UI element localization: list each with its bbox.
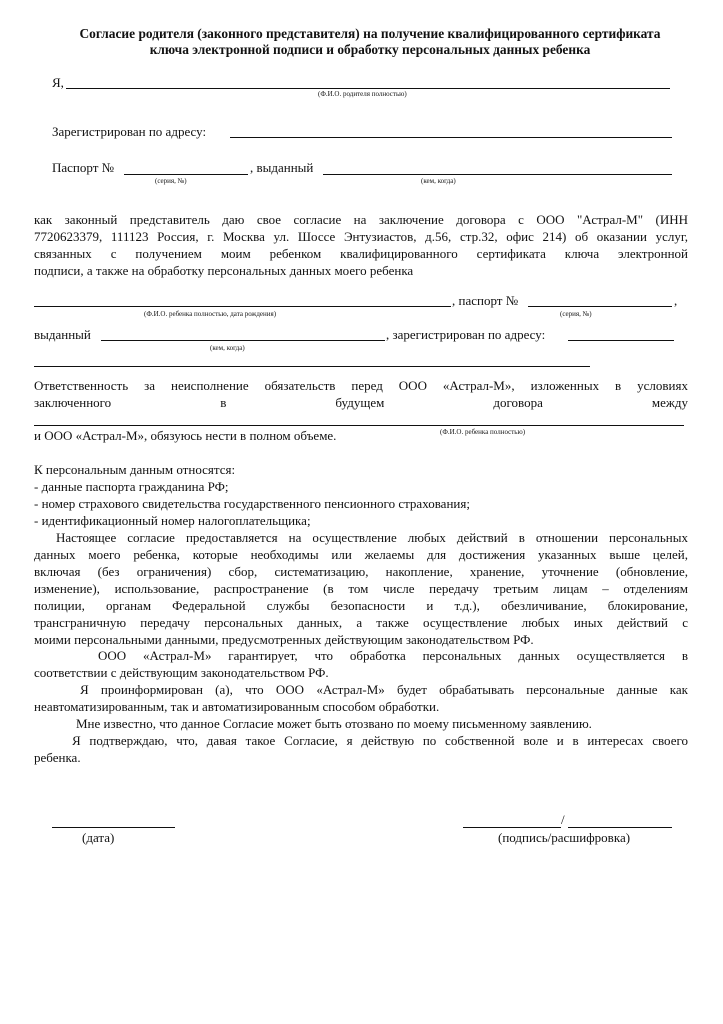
personal-data-heading: К персональным данным относятся: [34, 462, 236, 477]
responsibility-caption: (Ф.И.О. ребенка полностью) [440, 428, 526, 436]
personal-data-item: - данные паспорта гражданина РФ; [34, 479, 229, 494]
personal-data-item: - идентификационный номер налогоплательщика; [34, 513, 311, 528]
guarantee-line-2: соответствии с действующим законодательством РФ. [34, 665, 329, 680]
confirmation-paragraph [34, 732, 688, 766]
responsibility-line-3: и ООО «Астрал-М», обязуюсь нести в полном объеме. [34, 428, 337, 443]
personal-data-item: - номер страхового свидетельства государственного пенсионного страхования; [34, 496, 470, 511]
responsibility-line-1: Ответственность за неисполнение обязательств перед ООО «Астрал-М», изложенных в условиях [34, 378, 688, 393]
confirmation-line-2: ребенка. [34, 750, 81, 765]
parent-issued-label: , выданный [250, 160, 314, 175]
child-issued-label: выданный [34, 327, 91, 342]
parent-passport-number-field[interactable] [124, 174, 248, 175]
document-title-line-2: ключа электронной подписи и обработку персональных данных ребенка [149, 42, 591, 57]
scope-line-5: полиции, органам Федеральной службы безопасности и т.д.), обезличивание, блокирование, [34, 598, 688, 613]
parent-fio-field[interactable] [66, 88, 670, 89]
parent-issued-by-field[interactable] [323, 174, 672, 175]
consent-scope-paragraph [34, 529, 688, 648]
document-title-line-1: Согласие родителя (законного представителя) на получение квалифицированного сертификата [79, 26, 661, 41]
parent-issued-caption: (кем, когда) [421, 177, 456, 185]
revocation-paragraph: Мне известно, что данное Согласие может быть отозвано по моему письменному заявлению. [76, 716, 592, 731]
scope-line-3: включая (без ограничения) сбор, систематизацию, накопление, хранение, уточнение (обновление, [34, 564, 688, 579]
child-passport-label: , паспорт № [452, 293, 519, 308]
child-fio-responsibility-field[interactable] [34, 425, 684, 426]
signature-field[interactable] [463, 827, 561, 828]
consent-intro-paragraph [34, 211, 688, 279]
child-address-field-continued[interactable] [34, 366, 590, 367]
parent-i-label: Я, [52, 75, 64, 90]
intro-line-2: 7720623379, 111123 Россия, г. Москва ул. Шоссе Энтузиастов, д.56, стр.32, офис 214) об оказании услуг, [34, 229, 688, 244]
child-passport-number-field[interactable] [528, 306, 672, 307]
parent-registered-label: Зарегистрирован по адресу: [52, 124, 207, 139]
intro-line-3: связанных с получением моим ребенком квалифицированного сертификата ключа электронной [34, 246, 688, 261]
scope-line-4: изменение), использование, распространение (в том числе передачу третьим лицам – отделениям [34, 581, 688, 596]
child-fio-field[interactable] [34, 306, 451, 307]
responsibility-paragraph [34, 377, 688, 411]
child-address-field[interactable] [568, 340, 674, 341]
intro-line-1: как законный представитель даю свое согласие на заключение договора с ООО "Астрал-М" (ИНН [34, 212, 688, 227]
informed-line-1: Я проинформирован (а), что ООО «Астрал-М» будет обрабатывать персональные данные как [80, 682, 688, 697]
child-fio-caption: (Ф.И.О. ребенка полностью, дата рождения) [144, 310, 277, 318]
child-issued-by-field[interactable] [101, 340, 385, 341]
date-field[interactable] [52, 827, 175, 828]
responsibility-line-2: заключенного в будущем договора между [34, 395, 688, 410]
date-caption: (дата) [82, 830, 115, 845]
signature-slash: / [561, 812, 565, 827]
parent-passport-label: Паспорт № [52, 160, 115, 175]
personal-data-list [34, 461, 470, 529]
intro-line-4: подписи, а также на обработку персональных данных моего ребенка [34, 263, 414, 278]
child-series-caption: (серия, №) [560, 310, 592, 318]
child-passport-comma: , [674, 293, 678, 308]
parent-series-caption: (серия, №) [155, 177, 187, 185]
scope-line-6: трансграничную передачу персональных данных, а также осуществление любых иных действий с [34, 615, 688, 630]
signature-transcript-field[interactable] [568, 827, 672, 828]
guarantee-paragraph [34, 647, 688, 681]
child-registered-label: , зарегистрирован по адресу: [386, 327, 546, 342]
guarantee-line-1: ООО «Астрал-М» гарантирует, что обработка персональных данных осуществляется в [98, 648, 688, 663]
scope-line-7: моими персональными данными, предусмотренных действующим законодательством РФ. [34, 632, 534, 647]
confirmation-line-1: Я подтверждаю, что, давая такое Согласие, я действую по собственной воле и в интересах своего [72, 733, 688, 748]
informed-paragraph [34, 681, 688, 715]
parent-address-field[interactable] [230, 137, 672, 138]
scope-line-2: данных моего ребенка, которые необходимы или желаемы для достижения указанных выше целей, [34, 547, 688, 562]
parent-fio-caption: (Ф.И.О. родителя полностью) [318, 90, 407, 98]
child-issued-caption: (кем, когда) [210, 344, 245, 352]
scope-line-1: Настоящее согласие предоставляется на осуществление любых действий в отношении персональных [56, 530, 688, 545]
signature-caption: (подпись/расшифровка) [498, 830, 631, 845]
informed-line-2: неавтоматизированным, так и автоматизированным способом обработки. [34, 699, 440, 714]
